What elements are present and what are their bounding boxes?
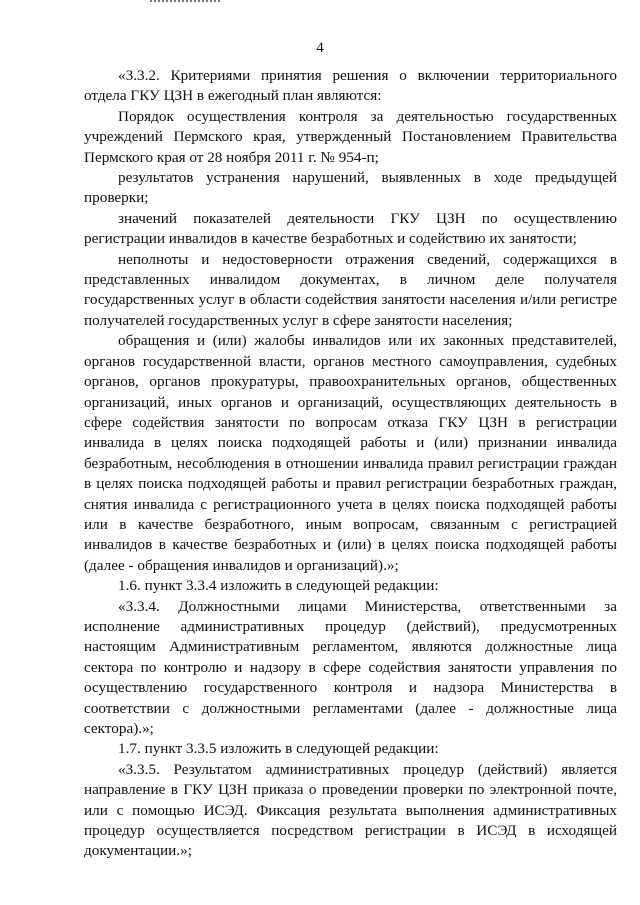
scan-mark <box>150 0 220 5</box>
paragraph-amendment-3-3-5-header: 1.7. пункт 3.3.5 изложить в следующей редакции: <box>118 740 439 758</box>
paragraph-previous-inspection: результатов устранения нарушений, выявленных в ходе предыдущей проверки; <box>84 169 617 207</box>
paragraph-control-procedure: Порядок осуществления контроля за деятельностью государственных учреждений Пермского края, утвержденный Постановлением Правительства Пермского края от 28 ноября 2011 г. № 954-п; <box>84 107 617 166</box>
paragraph-clause-3-3-5: «3.3.5. Результатом административных процедур (действий) является направление в ГКУ ЦЗН приказа о проведении проверки по электронной почте, или с помощью ИСЭД. Фиксация результата выполнения административных процедур осуществляется посредством регистрации в ИСЭД в исходящей документации.»; <box>84 760 617 860</box>
page-number: 4 <box>316 40 324 56</box>
document-body <box>84 66 617 862</box>
paragraph-amendment-3-3-4-header: 1.6. пункт 3.3.4 изложить в следующей редакции: <box>118 577 439 595</box>
paragraph-incomplete-information: неполноты и недостоверности отражения сведений, содержащихся в представленных инвалидом документах, в личном деле получателя государственных услуг в области содействия занятости населения и/или регистре получателей государственных услуг в сфере занятости населения; <box>84 250 617 329</box>
paragraph-clause-3-3-4: «3.3.4. Должностными лицами Министерства, ответственными за исполнение административных процедур (действий), предусмотренных настоящим Административным регламентом, являются должностные лица сектора по контролю и надзору в сфере содействия занятости управления по осуществлению государственного контроля и надзора Министерства в соответствии с должностными регламентами (далее - должностные лица сектора).»; <box>84 597 617 737</box>
paragraph-performance-indicators: значений показателей деятельности ГКУ ЦЗН по осуществлению регистрации инвалидов в качестве безработных и содействию их занятости; <box>84 209 617 248</box>
paragraph-complaints: обращения и (или) жалобы инвалидов или их законных представителей, органов государственной власти, органов местного самоуправления, судебных органов, органов прокуратуры, правоохранительных органов, общественных организаций, иных органов и организаций, осуществляющих деятельность в сфере содействия занятости по вопросам отказа ГКУ ЦЗН в регистрации инвалида в целях поиска подходящей работы и (или) признании инвалида безработным, несоблюдения в отношении инвалида правил регистрации граждан в целях поиска подходящей работы и правил регистрации безработных граждан, снятия инвалида с регистрационного учета в целях поиска подходящей работы или в качестве безработного, иным вопросам, связанным с регистрацией инвалидов в качестве безработных и (или) в целях поиска подходящей работы (далее - обращения инвалидов и организаций).»; <box>84 332 617 574</box>
paragraph-criteria-intro: «3.3.2. Критериями принятия решения о включении территориального отдела ГКУ ЦЗН в ежегодный план являются: <box>84 67 617 105</box>
